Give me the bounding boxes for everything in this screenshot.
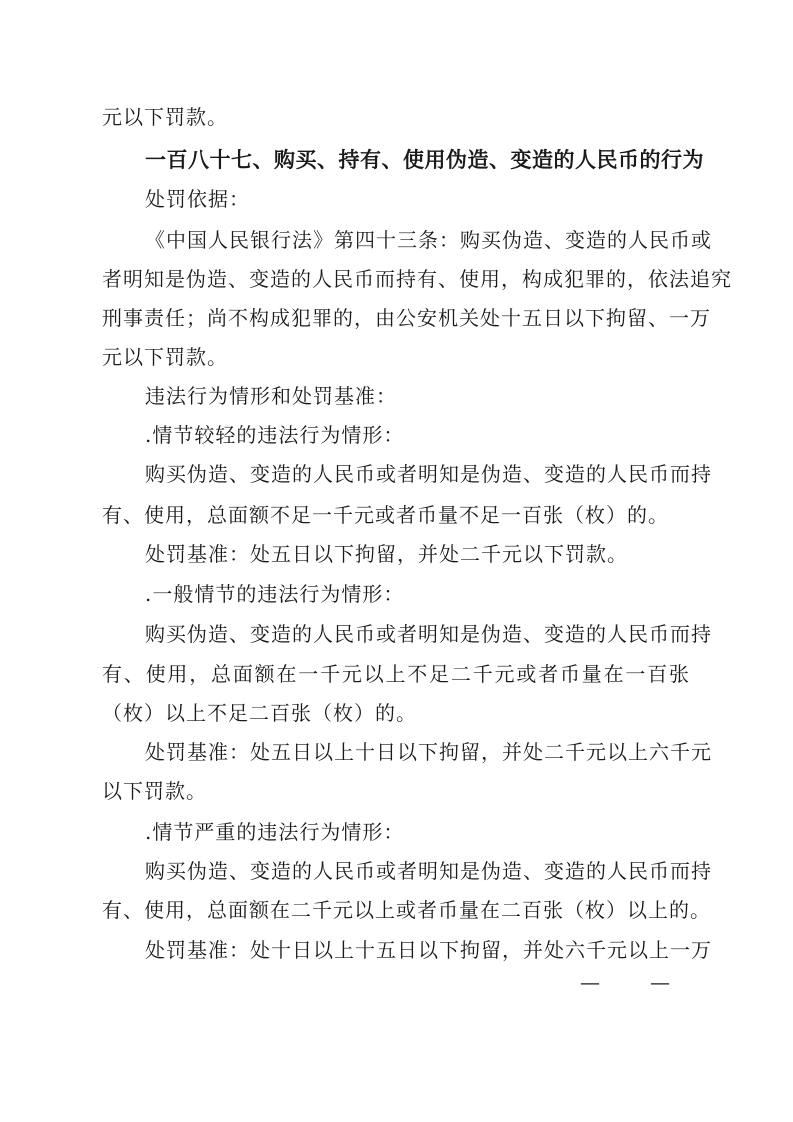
- text-line: 违法行为情形和处罚基准：: [145, 384, 397, 408]
- text-line: 处罚依据：: [145, 187, 250, 211]
- page-number-marker: — —: [580, 970, 670, 994]
- section-heading: 一百八十七、购买、持有、使用伪造、变造的人民币的行为: [145, 147, 704, 172]
- sub-heading: .情节较轻的违法行为情形：: [145, 423, 405, 447]
- text-line: 刑事责任；尚不构成犯罪的，由公安机关处十五日以下拘留、一万: [102, 306, 711, 330]
- text-line: （枚）以上不足二百张（枚）的。: [102, 701, 417, 725]
- text-line: 处罚基准：处五日以上十日以下拘留，并处二千元以上六千元: [145, 740, 712, 764]
- text-line: 者明知是伪造、变造的人民币而持有、使用，构成犯罪的，依法追究: [102, 267, 732, 291]
- text-line: 有、使用，总面额在二千元以上或者币量在二百张（枚）以上的。: [102, 898, 711, 922]
- text-line: 购买伪造、变造的人民币或者明知是伪造、变造的人民币而持: [145, 859, 712, 883]
- text-line: 《中国人民银行法》第四十三条：购买伪造、变造的人民币或: [145, 228, 712, 252]
- text-line: 购买伪造、变造的人民币或者明知是伪造、变造的人民币而持: [145, 462, 712, 486]
- text-line: 购买伪造、变造的人民币或者明知是伪造、变造的人民币而持: [145, 622, 712, 646]
- text-line: 有、使用，总面额不足一千元或者币量不足一百张（枚）的。: [102, 503, 669, 527]
- text-line: 元以下罚款。: [102, 345, 228, 369]
- text-line: 处罚基准：处十日以上十五日以下拘留，并处六千元以上一万: [145, 938, 712, 962]
- text-line: 有、使用，总面额在一千元以上不足二千元或者币量在一百张: [102, 662, 690, 686]
- text-line: 元以下罚款。: [102, 105, 228, 129]
- text-line: 以下罚款。: [102, 779, 207, 803]
- sub-heading: .一般情节的违法行为情形：: [145, 582, 405, 606]
- sub-heading: .情节严重的违法行为情形：: [145, 820, 405, 844]
- text-line: 处罚基准：处五日以下拘留，并处二千元以下罚款。: [145, 542, 628, 566]
